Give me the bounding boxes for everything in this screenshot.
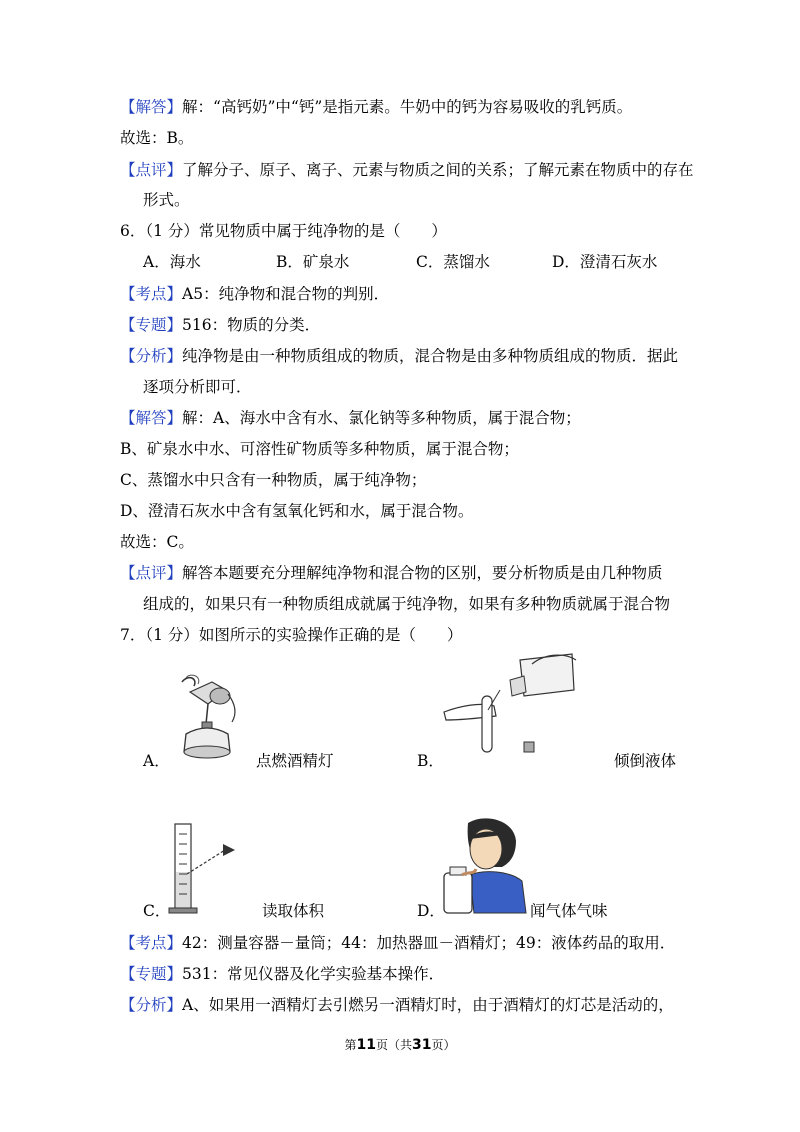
section-tag: 【考点】 bbox=[120, 934, 183, 952]
text-line: C、蒸馏水中只含有一种物质，属于纯净物； bbox=[120, 471, 427, 489]
figure-a-letter: A． bbox=[143, 752, 170, 770]
page-number: 11 bbox=[356, 1037, 376, 1053]
section-tag: 【解答】 bbox=[120, 409, 183, 427]
text-line: 【分析】纯净物是由一种物质组成的物质，混合物是由多种物质组成的物质．据此 bbox=[120, 347, 679, 365]
text-line: 形式。 bbox=[143, 191, 190, 209]
figure-b-caption: 倾倒液体 bbox=[614, 752, 677, 770]
section-tag: 【分析】 bbox=[120, 996, 183, 1014]
text-line: 【点评】了解分子、原子、离子、元素与物质之间的关系；了解元素在物质中的存在 bbox=[120, 161, 694, 179]
text-line: 【解答】解：A、海水中含有水、氯化钠等多种物质，属于混合物； bbox=[120, 409, 581, 427]
smelling-gas-figure bbox=[440, 815, 530, 915]
text-line: 【专题】516：物质的分类． bbox=[120, 316, 321, 334]
text-line: 【点评】解答本题要充分理解纯净物和混合物的区别，要分析物质是由几种物质 bbox=[120, 564, 663, 582]
question-7: 7．（1 分）如图所示的实验操作正确的是（ ） bbox=[120, 626, 463, 644]
option-b: B．矿泉水 bbox=[276, 253, 350, 271]
figure-c-letter: C． bbox=[143, 902, 171, 920]
text-line: 【分析】A、如果用一酒精灯去引燃另一酒精灯时，由于酒精灯的灯芯是活动的， bbox=[120, 996, 674, 1014]
text-line: 故选：B。 bbox=[120, 129, 194, 147]
page-total: 31 bbox=[412, 1037, 432, 1053]
text-line: 【考点】42：测量容器－量筒；44：加热器皿－酒精灯；49：液体药品的取用． bbox=[120, 934, 676, 952]
text-line: 【专题】531：常见仪器及化学实验基本操作． bbox=[120, 965, 445, 983]
pouring-liquid-figure bbox=[440, 650, 580, 760]
option-a: A．海水 bbox=[143, 253, 201, 271]
alcohol-lamp-lighting-figure bbox=[168, 672, 248, 768]
figure-d-caption: 闻气体气味 bbox=[530, 902, 608, 920]
text-line: 【解答】解：“高钙奶”中“钙”是指元素。牛奶中的钙为容易吸收的乳钙质。 bbox=[120, 98, 633, 116]
question-6: 6．（1 分）常见物质中属于纯净物的是（ ） bbox=[120, 222, 447, 240]
figure-b-letter: B． bbox=[417, 752, 444, 770]
reading-volume-figure bbox=[165, 820, 245, 916]
option-c: C．蒸馏水 bbox=[416, 253, 490, 271]
section-tag: 【分析】 bbox=[120, 347, 183, 365]
text-line: 故选：C。 bbox=[120, 533, 194, 551]
figure-d-letter: D． bbox=[417, 902, 445, 920]
section-tag: 【解答】 bbox=[120, 98, 183, 116]
section-tag: 【点评】 bbox=[120, 564, 183, 582]
page-footer: 第11页（共31页） bbox=[344, 1037, 456, 1053]
section-tag: 【点评】 bbox=[120, 161, 183, 179]
text-line: 逐项分析即可． bbox=[143, 378, 252, 396]
text-line: 【考点】A5：纯净物和混合物的判别． bbox=[120, 285, 390, 303]
option-d: D．澄清石灰水 bbox=[552, 253, 658, 271]
text-line: B、矿泉水中水、可溶性矿物质等多种物质，属于混合物； bbox=[120, 440, 519, 458]
section-tag: 【专题】 bbox=[120, 965, 183, 983]
figure-c-caption: 读取体积 bbox=[262, 902, 325, 920]
section-tag: 【考点】 bbox=[120, 285, 183, 303]
section-tag: 【专题】 bbox=[120, 316, 183, 334]
text-line: 组成的，如果只有一种物质组成就属于纯净物，如果有多种物质就属于混合物 bbox=[143, 595, 671, 613]
figure-a-caption: 点燃酒精灯 bbox=[256, 752, 334, 770]
text-line: D、澄清石灰水中含有氢氧化钙和水，属于混合物。 bbox=[120, 502, 474, 520]
